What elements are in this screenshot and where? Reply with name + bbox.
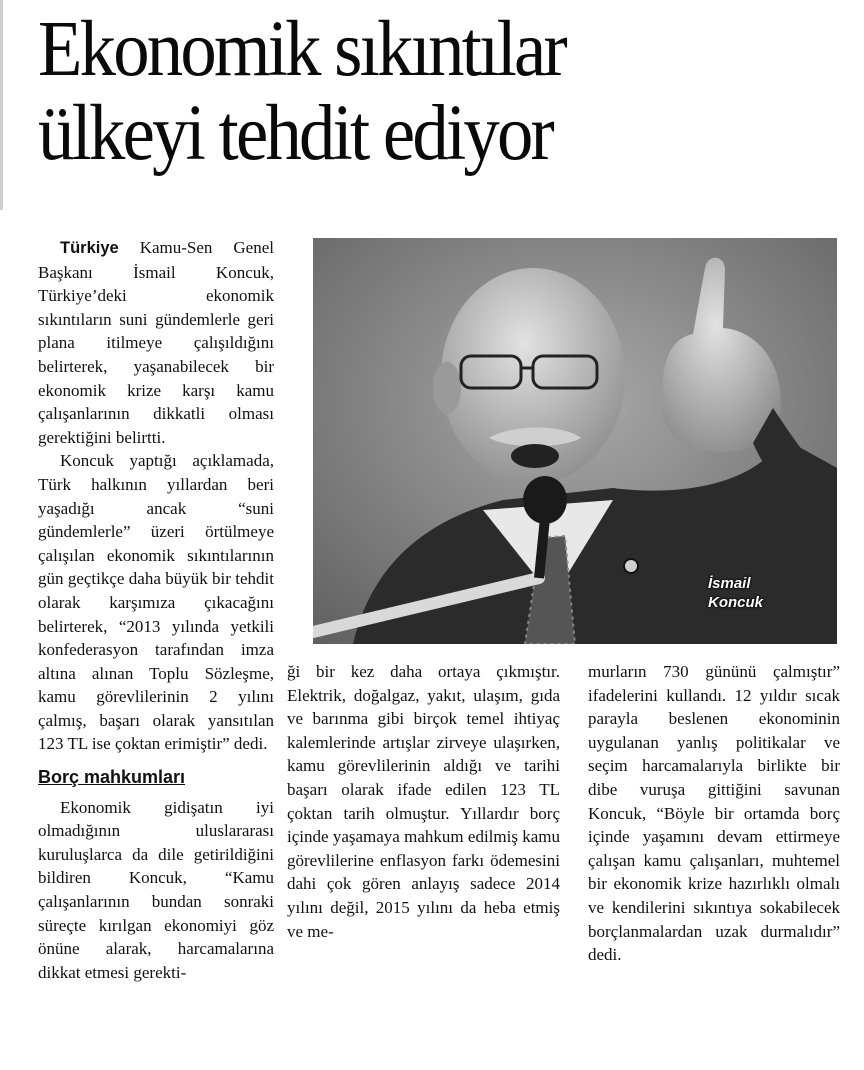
lead-paragraph (38, 236, 274, 449)
column-3-text: murların 730 gününü çalmıştır” ifadelerini kullandı. 12 yıldır sıcak parayla beslenen ekonominin uygulanan yanlış politikalar ve seçim harcamalarıyla birlikte bir dibe vuruşa gittiğini savunan Koncuk, “Böyle bir ortamda borç içinde yaşamını devam ettirmeye çalışan kamu çalışanları, muhtemel bir ekonomik krize hazırlıklı olmalı ve kendilerini sıkıntıya sokabilecek borçlanmalardan uzak durmalıdır” dedi. (588, 662, 840, 965)
column-3 (588, 660, 840, 967)
column-2-text: ği bir kez daha ortaya çıkmıştır. Elektrik, doğalgaz, yakıt, ulaşım, gıda ve barınma gibi birçok temel ihtiyaç kalemlerinde artışlar zirveye ulaşırken, kamu görevlilerinin aldığı ve tarihi başarı olarak ifade edilen 123 TL çoktan tarih olmuştur. Yıllardır borç içinde yaşamaya mahkum edilmiş kamu görevlilerine enflasyon farkı ödemesini dahi çok gören anlayış sadece 2014 yılını değil, 2015 yılını da heba etmiş ve me- (287, 662, 560, 941)
dateline: Türkiye (60, 239, 119, 257)
caption-line-1: İsmail (707, 575, 751, 592)
headline-line-1: Ekonomik sıkıntılar (38, 6, 565, 93)
subheading: Borç mahkumları (38, 767, 186, 788)
headline-line-2: ülkeyi tehdit ediyor (38, 90, 553, 177)
column-2 (287, 660, 560, 943)
lead-text: Kamu-Sen Genel Başkanı İsmail Koncuk, Türkiye’deki ekonomik sıkıntıların suni gündemlerle geri plana itilmeye çalışıldığını belirterek, yaşanabilecek bir ekonomik krize karşı kamu çalışanlarının dikkatli olması gerektiğini belirtti. (38, 238, 274, 447)
caption-line-2: Koncuk (707, 594, 763, 611)
headline (38, 8, 783, 176)
photo-caption (708, 574, 763, 612)
paragraph-3: Ekonomik gidişatın iyi olmadığının uluslararası kuruluşlarca da dile getirildiğini bildiren Koncuk, “Kamu çalışanlarının bundan sonraki süreçte kırılgan ekonomiyi göz önüne alarak, harcamalarına dikkat etmesi gerekti- (38, 797, 274, 982)
news-photo (313, 238, 837, 644)
column-1 (38, 236, 274, 984)
paragraph-2: Koncuk yaptığı açıklamada, Türk halkının yıllardan beri yaşadığı ancak “suni gündemlerle” üzeri örtülmeye çalışılan ekonomik sıkıntılarının gün geçtikçe daha büyük bir tehdit olarak karşımıza çıkacağını belirterek, “2013 yılında yetkili konfederasyon tarafından imza altına alınan Toplu Sözleşme, kamu görevlilerinin 2 yılını çalmış, başarı olarak yansıtılan 123 TL ise çoktan erimiştir” dedi. (38, 451, 274, 754)
page-edge-bar (0, 0, 3, 210)
